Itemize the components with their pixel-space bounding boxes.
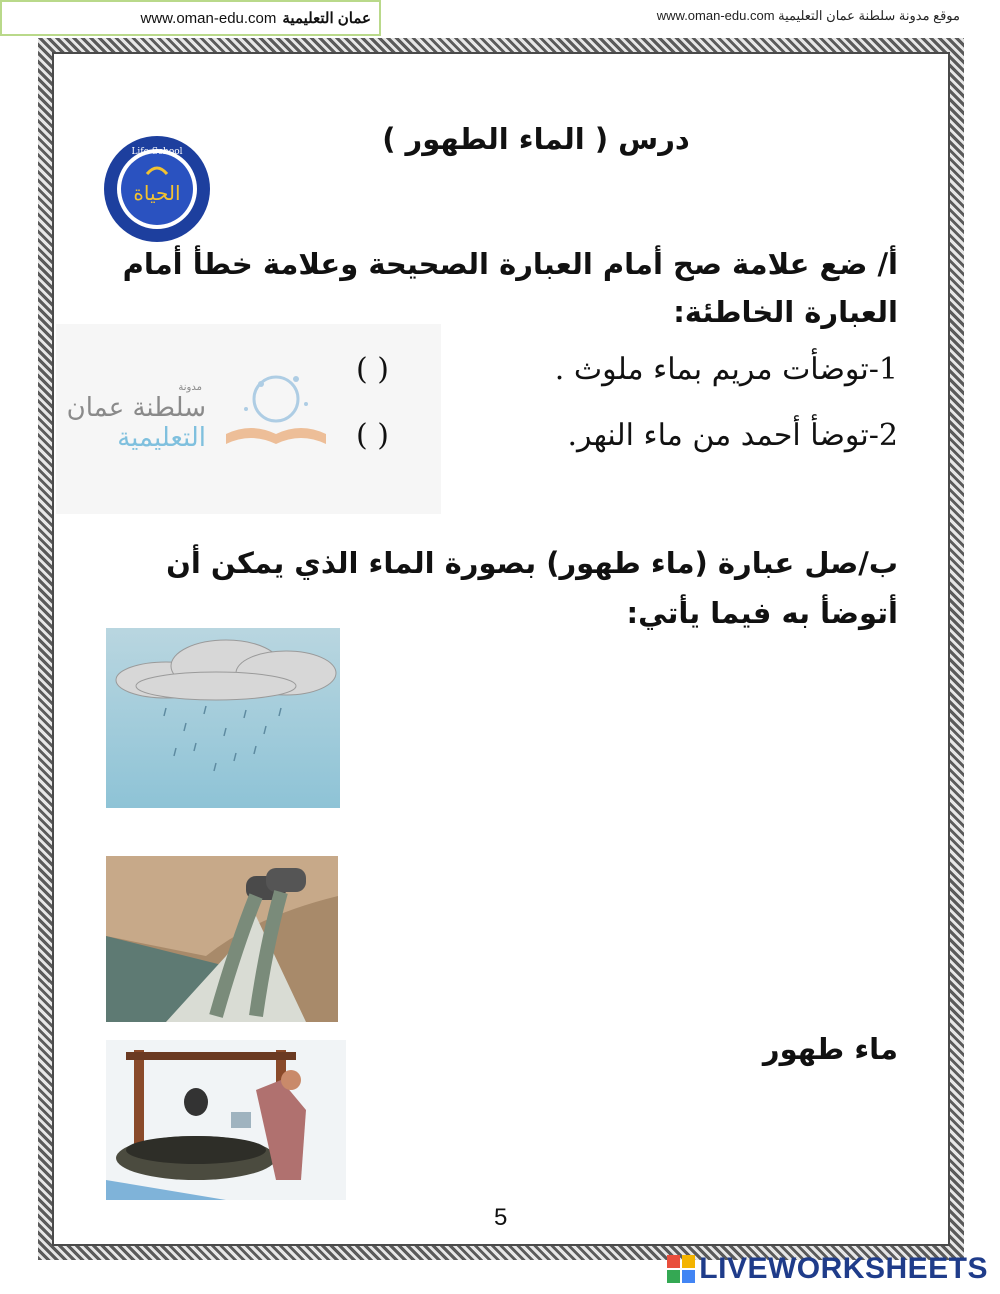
school-logo-ar: الحياة — [133, 181, 181, 205]
section-b-prompt: ب/صل عبارة (ماء طهور) بصورة الماء الذي يمكن أن أتوضأ به فيما يأتي: — [166, 546, 898, 630]
school-logo — [102, 134, 212, 244]
rain-image[interactable] — [106, 628, 340, 808]
section-a-prompt: أ/ ضع علامة صح أمام العبارة الصحيحة وعلامة خطأ أمام العبارة الخاطئة: — [122, 247, 898, 329]
header-site-name: عمان التعليمية — [282, 10, 371, 27]
school-logo-en: Life School — [131, 147, 183, 157]
brand-text: LIVEWORKSHEETS — [699, 1252, 988, 1285]
watermark-line1: سلطنة عمان — [66, 393, 206, 423]
liveworksheets-icon — [667, 1255, 695, 1283]
lesson-title: درس ( الماء الطهور ) — [382, 122, 690, 156]
well-image[interactable] — [106, 1040, 346, 1200]
sewage-image[interactable] — [106, 856, 338, 1022]
page-number: 5 — [494, 1204, 508, 1231]
liveworksheets-brand — [667, 1252, 988, 1286]
header-right-text: موقع مدونة سلطنة عمان التعليمية www.oman-edu.com — [656, 8, 960, 23]
answer-box-1[interactable]: ( ) — [356, 352, 389, 387]
watermark-line2: التعليمية — [117, 423, 206, 453]
worksheet-content — [56, 56, 946, 1242]
header-site-box — [0, 0, 381, 36]
pure-water-label[interactable]: ماء طهور — [762, 1032, 898, 1066]
statement-1: 1-توضأت مريم بماء ملوث . — [554, 352, 898, 387]
watermark-small: مدونة — [178, 382, 202, 393]
answer-box-2[interactable]: ( ) — [356, 418, 389, 453]
header-url: www.oman-edu.com — [140, 9, 277, 27]
statement-2: 2-توضأ أحمد من ماء النهر. — [567, 418, 898, 453]
